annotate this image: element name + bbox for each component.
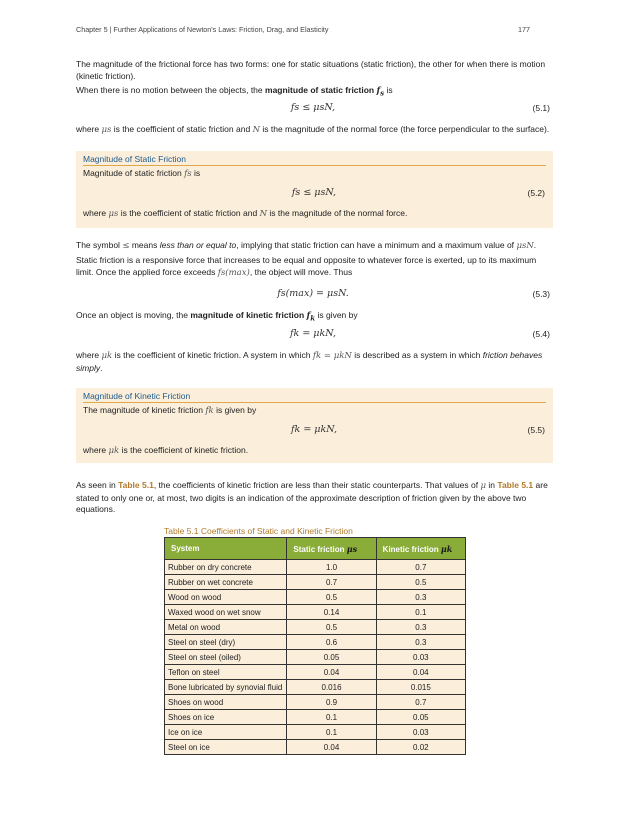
cell-static: 0.04 — [287, 740, 376, 755]
table-link-1[interactable]: Table 5.1 — [118, 480, 154, 490]
cell-system: Wood on wood — [165, 590, 287, 605]
equation-5-4: fk = μkN, (5.4) — [290, 328, 550, 339]
box-static-where: where μs is the coefficient of static friction and N is the magnitude of the normal force. — [83, 208, 408, 219]
cell-system: Metal on wood — [165, 620, 287, 635]
cell-system: Steel on steel (oiled) — [165, 650, 287, 665]
table-row — [165, 635, 466, 650]
cell-kinetic: 0.3 — [376, 590, 465, 605]
cell-kinetic: 0.1 — [376, 605, 465, 620]
cell-static: 0.5 — [287, 620, 376, 635]
col-header-system: System — [165, 538, 287, 560]
table-caption: Table 5.1 Coefficients of Static and Kinetic Friction — [164, 526, 353, 536]
cell-system: Steel on ice — [165, 740, 287, 755]
table-header-row — [165, 538, 466, 560]
table-reference-paragraph: As seen in Table 5.1, the coefficients of kinetic friction are less than their static counterparts. That values of μ in Table 5.1 are stated to only one or, at most, two digits is an indication of the approximate description of friction given by the above two equations. — [76, 480, 548, 514]
cell-kinetic: 0.05 — [376, 710, 465, 725]
equation-5-3: fs(max) = μsN. (5.3) — [277, 288, 550, 299]
cell-static: 0.14 — [287, 605, 376, 620]
cell-static: 0.7 — [287, 575, 376, 590]
table-row — [165, 575, 466, 590]
box-title-kinetic: Magnitude of Kinetic Friction — [83, 391, 546, 403]
cell-system: Shoes on wood — [165, 695, 287, 710]
equation-5-2: fs ≤ μsN, (5.2) — [291, 187, 545, 198]
table-row — [165, 740, 466, 755]
cell-kinetic: 0.02 — [376, 740, 465, 755]
box-kinetic-where: where μk is the coefficient of kinetic friction. — [83, 445, 249, 456]
table-row — [165, 560, 466, 575]
table-row — [165, 650, 466, 665]
equation-5-5: fk = μkN, (5.5) — [291, 424, 545, 435]
page-number: 177 — [518, 25, 530, 34]
cell-system: Rubber on wet concrete — [165, 575, 287, 590]
responsive-paragraph: Static friction is a responsive force that increases to be equal and opposite to whatever force is exerted, up to its maximum limit. Once the applied force exceeds fs(max), the object will move. Thus — [76, 255, 537, 278]
cell-static: 1.0 — [287, 560, 376, 575]
cell-system: Steel on steel (dry) — [165, 635, 287, 650]
cell-static: 0.1 — [287, 710, 376, 725]
cell-kinetic: 0.7 — [376, 695, 465, 710]
kinetic-friction-box — [76, 388, 553, 463]
term-kinetic-friction: magnitude of kinetic friction — [190, 310, 305, 320]
kinetic-friction-intro: Once an object is moving, the magnitude of kinetic friction $f_k$ is given by — [76, 310, 358, 323]
cell-kinetic: 0.7 — [376, 560, 465, 575]
cell-static: 0.9 — [287, 695, 376, 710]
cell-system: Teflon on steel — [165, 665, 287, 680]
table-row — [165, 665, 466, 680]
where-kinetic: where μk is the coefficient of kinetic friction. A system in which fk = μkN is described as a system in which friction behaves simply. — [76, 350, 543, 373]
col-header-kinetic: Kinetic friction μk — [376, 538, 465, 560]
friction-coefficients-table — [164, 537, 466, 755]
cell-kinetic: 0.3 — [376, 635, 465, 650]
cell-kinetic: 0.03 — [376, 725, 465, 740]
table-row — [165, 605, 466, 620]
cell-system: Bone lubricated by synovial fluid — [165, 680, 287, 695]
table-row — [165, 620, 466, 635]
static-friction-intro: When there is no motion between the objects, the magnitude of static friction $f_s$ is — [76, 85, 393, 98]
box-title-static: Magnitude of Static Friction — [83, 154, 546, 166]
box-static-line: Magnitude of static friction fs is — [83, 168, 201, 179]
table-row — [165, 680, 466, 695]
col-header-static: Static friction μs — [287, 538, 376, 560]
cell-kinetic: 0.04 — [376, 665, 465, 680]
cell-kinetic: 0.03 — [376, 650, 465, 665]
static-friction-box — [76, 151, 553, 228]
table-row — [165, 695, 466, 710]
cell-system: Ice on ice — [165, 725, 287, 740]
table-link-2[interactable]: Table 5.1 — [497, 480, 534, 490]
chapter-title: Chapter 5 | Further Applications of Newton's Laws: Friction, Drag, and Elasticity — [76, 25, 329, 34]
cell-static: 0.6 — [287, 635, 376, 650]
cell-kinetic: 0.015 — [376, 680, 465, 695]
cell-static: 0.5 — [287, 590, 376, 605]
table-row — [165, 590, 466, 605]
table-row — [165, 710, 466, 725]
running-header — [76, 25, 530, 34]
cell-system: Rubber on dry concrete — [165, 560, 287, 575]
cell-static: 0.1 — [287, 725, 376, 740]
symbol-paragraph: The symbol ≤ means less than or equal to, implying that static friction can have a minimum and a maximum value of μsN. — [76, 240, 537, 251]
cell-kinetic: 0.5 — [376, 575, 465, 590]
table-row — [165, 725, 466, 740]
cell-system: Shoes on ice — [165, 710, 287, 725]
cell-system: Waxed wood on wet snow — [165, 605, 287, 620]
cell-static: 0.04 — [287, 665, 376, 680]
cell-static: 0.05 — [287, 650, 376, 665]
cell-static: 0.016 — [287, 680, 376, 695]
cell-kinetic: 0.3 — [376, 620, 465, 635]
term-static-friction: magnitude of static friction — [265, 85, 375, 95]
where-static: where μs is the coefficient of static friction and N is the magnitude of the normal force (the force perpendicular to the surface). — [76, 124, 550, 135]
equation-5-1: fs ≤ μsN, (5.1) — [290, 102, 550, 113]
intro-paragraph: The magnitude of the frictional force has two forms: one for static situations (static friction), the other for when there is motion (kinetic friction). — [76, 59, 546, 81]
box-kinetic-line: The magnitude of kinetic friction fk is given by — [83, 405, 257, 416]
